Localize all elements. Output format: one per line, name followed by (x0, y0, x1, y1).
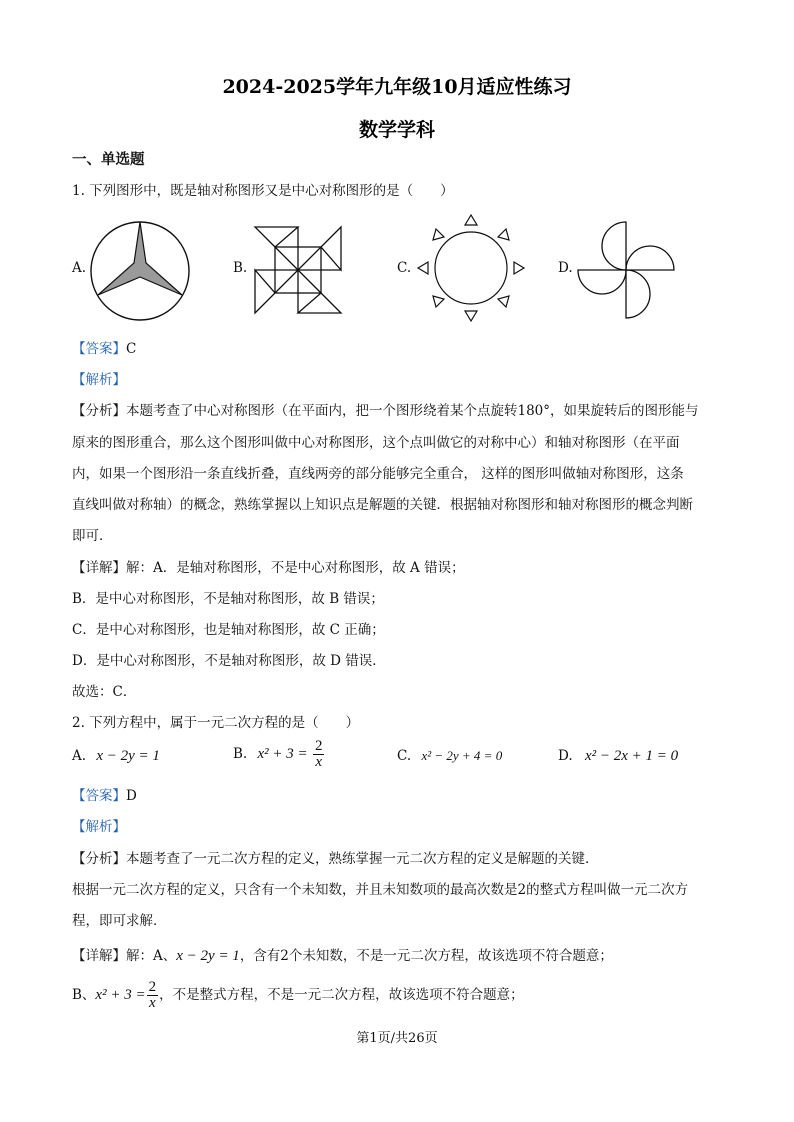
q1-figure-a-circle-tristar (88, 219, 192, 323)
q2-question: 2. 下列方程中，属于一元二次方程的是（ ） (72, 715, 360, 731)
page-footer: 第1页/共26页 (356, 1031, 438, 1046)
q2-option-c-expr: x² − 2y + 4 = 0 (421, 748, 503, 763)
q1-figure-b-pinwheel (253, 225, 343, 315)
q1-fenxi-line-2: 原来的图形重合，那么这个图形叫做中心对称图形，这个点叫做它的对称中心）和轴对称图形（在平面 (72, 435, 680, 451)
q2-option-d-expr: x² − 2x + 1 = 0 (584, 748, 679, 764)
q1-question: 1. 下列图形中，既是轴对称图形又是中心对称图形的是（ ） (72, 183, 454, 199)
q2-answer-value: D (126, 788, 137, 804)
q2-option-d: D. x² − 2x + 1 = 0 (558, 748, 679, 764)
q1-fenxi-line-5: 即可． (72, 528, 113, 544)
q2-xiangjie-b-fraction: $\frac{2}{x}$ (148, 979, 157, 1011)
q1-analysis-tag: 【解析】 (72, 372, 126, 388)
q1-fenxi-line-4: 直线叫做对称轴）的概念，熟练掌握以上知识点是解题的关键．根据轴对称图形和轴对称图形的概念判断 (72, 497, 693, 513)
q2-xiangjie-b-lhs: x² + 3 = (95, 987, 146, 1003)
q1-conclusion: 故选：C． (72, 684, 137, 700)
q1-xiangjie-line-3: C．是中心对称图形，也是轴对称图形，故 C 正确； (72, 622, 385, 638)
q2-analysis-tag: 【解析】 (72, 819, 126, 835)
q1-answer-line (72, 339, 136, 359)
q2-xiangjie-line-b: B、x² + 3 = $\frac{2}{x}$ ，不是整式方程，不是一元二次方程，故该选项不符合题意； (72, 979, 524, 1011)
q1-option-c-label: C. (397, 260, 412, 276)
q2-option-a-expr: x − 2y = 1 (96, 748, 160, 764)
q2-option-c: C. x² − 2y + 4 = 0 (397, 748, 503, 764)
q1-figure-d-semicircle-pinwheel (576, 220, 676, 320)
q1-xiangjie-tag: 【详解】 (72, 560, 126, 576)
section-heading: 一、单选题 (72, 151, 145, 168)
q2-fenxi-line-1: 【分析】本题考查了一元二次方程的定义，熟练掌握一元二次方程的定义是解题的关键． (72, 851, 599, 867)
q2-option-b-lhs: x² + 3 = (257, 746, 308, 762)
q2-xiangjie-a-expr: x − 2y = 1 (176, 948, 240, 964)
q1-xiangjie-line-4: D．是中心对称图形，不是轴对称图形，故 D 错误． (72, 653, 386, 669)
q1-figure-c-sun-triangles (414, 211, 528, 325)
q2-xiangjie-line-a: 【详解】解：A、x − 2y = 1，含有2个未知数，不是一元二次方程，故该选项不符合题意； (72, 948, 613, 964)
q2-fenxi-line-3: 程，即可求解． (72, 913, 167, 929)
q2-answer-line (72, 786, 137, 806)
doc-subtitle: 数学学科 (358, 119, 435, 141)
q1-option-a-label: A. (72, 260, 87, 276)
q2-option-b-fraction: $\frac{2}{x}$ (314, 738, 323, 770)
q1-xiangjie-line-1: 【详解】解：A．是轴对称图形，不是中心对称图形，故 A 错误； (72, 560, 465, 576)
q1-option-b-label: B. (233, 260, 248, 276)
doc-title: 2024-2025学年九年级10月适应性练习 (222, 76, 572, 98)
q2-answer-tag: 【答案】 (72, 788, 126, 804)
q1-answer-tag: 【答案】 (72, 341, 126, 357)
q1-fenxi-line-3: 内，如果一个图形沿一条直线折叠，直线两旁的部分能够完全重合， 这样的图形叫做轴对称图形，这条 (72, 466, 684, 482)
q1-answer-value: C (126, 341, 137, 357)
q1-xiangjie-line-2: B．是中心对称图形，不是轴对称图形，故 B 错误； (72, 591, 384, 607)
q2-xiangjie-tag: 【详解】 (72, 948, 126, 964)
q2-option-b: B. x² + 3 = $\frac{2}{x}$ (233, 738, 323, 770)
q2-fenxi-line-2: 根据一元二次方程的定义，只含有一个未知数，并且未知数项的最高次数是2的整式方程叫做一元二次方 (72, 882, 689, 898)
q2-option-a: A. x − 2y = 1 (72, 748, 160, 764)
q1-fenxi-line-1: 【分析】本题考查了中心对称图形（在平面内，把一个图形绕着某个点旋转180°，如果旋转后的图形能与 (72, 403, 699, 419)
q2-fenxi-tag: 【分析】 (72, 851, 126, 867)
q1-fenxi-tag: 【分析】 (72, 403, 126, 419)
q1-option-d-label: D. (558, 260, 573, 276)
